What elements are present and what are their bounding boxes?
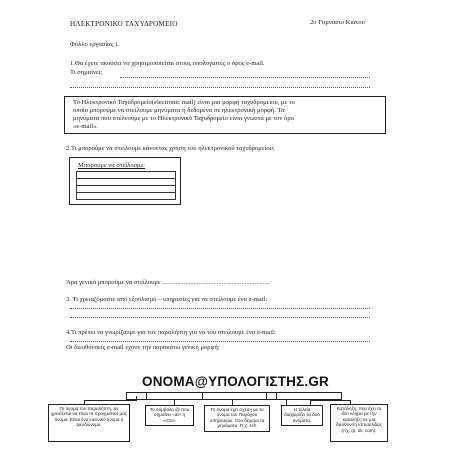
table-cell[interactable]: [77, 179, 176, 186]
answer-line[interactable]: [120, 77, 370, 78]
summary-sentence: Άρα γενικά μπορούμε να στείλουμε .................................................................: [66, 279, 270, 286]
question-1-line-1: 1.Θα έχετε ακούσει να χρησιμοποιείται στους υπολογιστές ο όρος e-mail.: [70, 60, 265, 67]
table-row: [77, 172, 176, 179]
answer-line[interactable]: [70, 317, 370, 318]
definition-box: [64, 96, 386, 134]
explanation-name: Το όνομα του παραλήπτη. Δε χρειάζεται να είναι το πραγματικό μας όνομα. Είναι ένα εικονικό όνομα ή ψευδώνυμο.: [48, 404, 130, 442]
pointer-line: [136, 396, 137, 401]
table-row: [77, 179, 176, 186]
format-intro: Οι διευθύνσεις e-mail έχουν την παρακάτω γενική μορφή:: [66, 344, 220, 351]
table-row: [77, 193, 176, 200]
pointer-line: [84, 400, 136, 401]
table-cell[interactable]: [77, 193, 176, 200]
worksheet-number: Φύλλο εργασίας 1.: [70, 41, 120, 48]
school-name: 2ο Γυμνάσιο Κιάτου: [310, 19, 365, 26]
definition-line-1: Το Ηλεκτρονικό Ταχυδρομείο(electronic mail) είναι μια μορφή ταχυδρομείου, με το: [73, 99, 295, 106]
bracket-divider: [146, 392, 147, 400]
question-1-line-2: Τι σημαίνει;: [70, 69, 103, 76]
send-list-table: [76, 171, 176, 200]
pointer-line: [310, 400, 350, 401]
bracket-divider: [276, 392, 277, 400]
definition-line-3: μηνύματα που στέλνουμε με το Ηλεκτρονικό Ταχυδρομείο είναι γνωστά με τον όρο: [73, 115, 294, 122]
explanation-dot: Η τελεία διαχωρίζει τα δύο ονόματα.: [281, 405, 323, 426]
explanation-domain: Κατάληξη, που έχει το ίδιο νόημα με την καταλήξη σε μια διεύθυνση ιστοσελίδας (πχ. gr, uk, com).: [330, 404, 388, 442]
question-3: 3. Τι χρειαζόμαστε από εξοπλισμό – υπηρεσίες για να στείλουμε ένα e-mail:: [66, 296, 268, 303]
explanation-computer: Το όνομα έχει σχέση με το όνομα του Παρόχου υπηρεσιών, που δέχεται τα μηνύματα. Π.χ. sch: [204, 405, 270, 432]
document-title: ΗΛΕΚΤΡΟΝΙΚΟ ΤΑΧΥΔΡΟΜΕΙΟ: [70, 20, 178, 28]
answer-line[interactable]: [70, 87, 370, 88]
question-4: 4.Τι πρέπει να γνωρίζουμε για τον παραλήπτη για να του στείλουμε ένα e-mail:: [66, 329, 276, 336]
bracket-divider: [202, 392, 203, 400]
table-cell[interactable]: [77, 186, 176, 193]
table-row: [77, 186, 176, 193]
definition-line-2: οποίο μπορούμε να στείλουμε μηνύματα ή δεδομένα σε ηλεκτρονική μορφή. Τα: [73, 107, 285, 114]
table-cell[interactable]: [77, 172, 176, 179]
bracket-divider: [266, 392, 267, 400]
email-address-example: ΟΝΟΜΑ@ΥΠΟΛΟΓΙΣΤΗΣ.GR: [142, 374, 330, 389]
definition-line-4: «e-mail».: [73, 123, 99, 130]
answer-line[interactable]: [70, 308, 370, 309]
bracket-bar: [126, 392, 342, 400]
question-2: 2.Τι μπορούμε να στείλουμε κάνοντας χρήση του ηλεκτρονικού ταχυδρομείου;: [66, 145, 275, 152]
answer-line[interactable]: [70, 341, 370, 342]
explanation-at-sign: Το σύμβολο @ που σημαίνει «at» ή «στο».: [145, 405, 194, 426]
send-list-header: Μπορούμε να στείλουμε:: [78, 162, 146, 169]
